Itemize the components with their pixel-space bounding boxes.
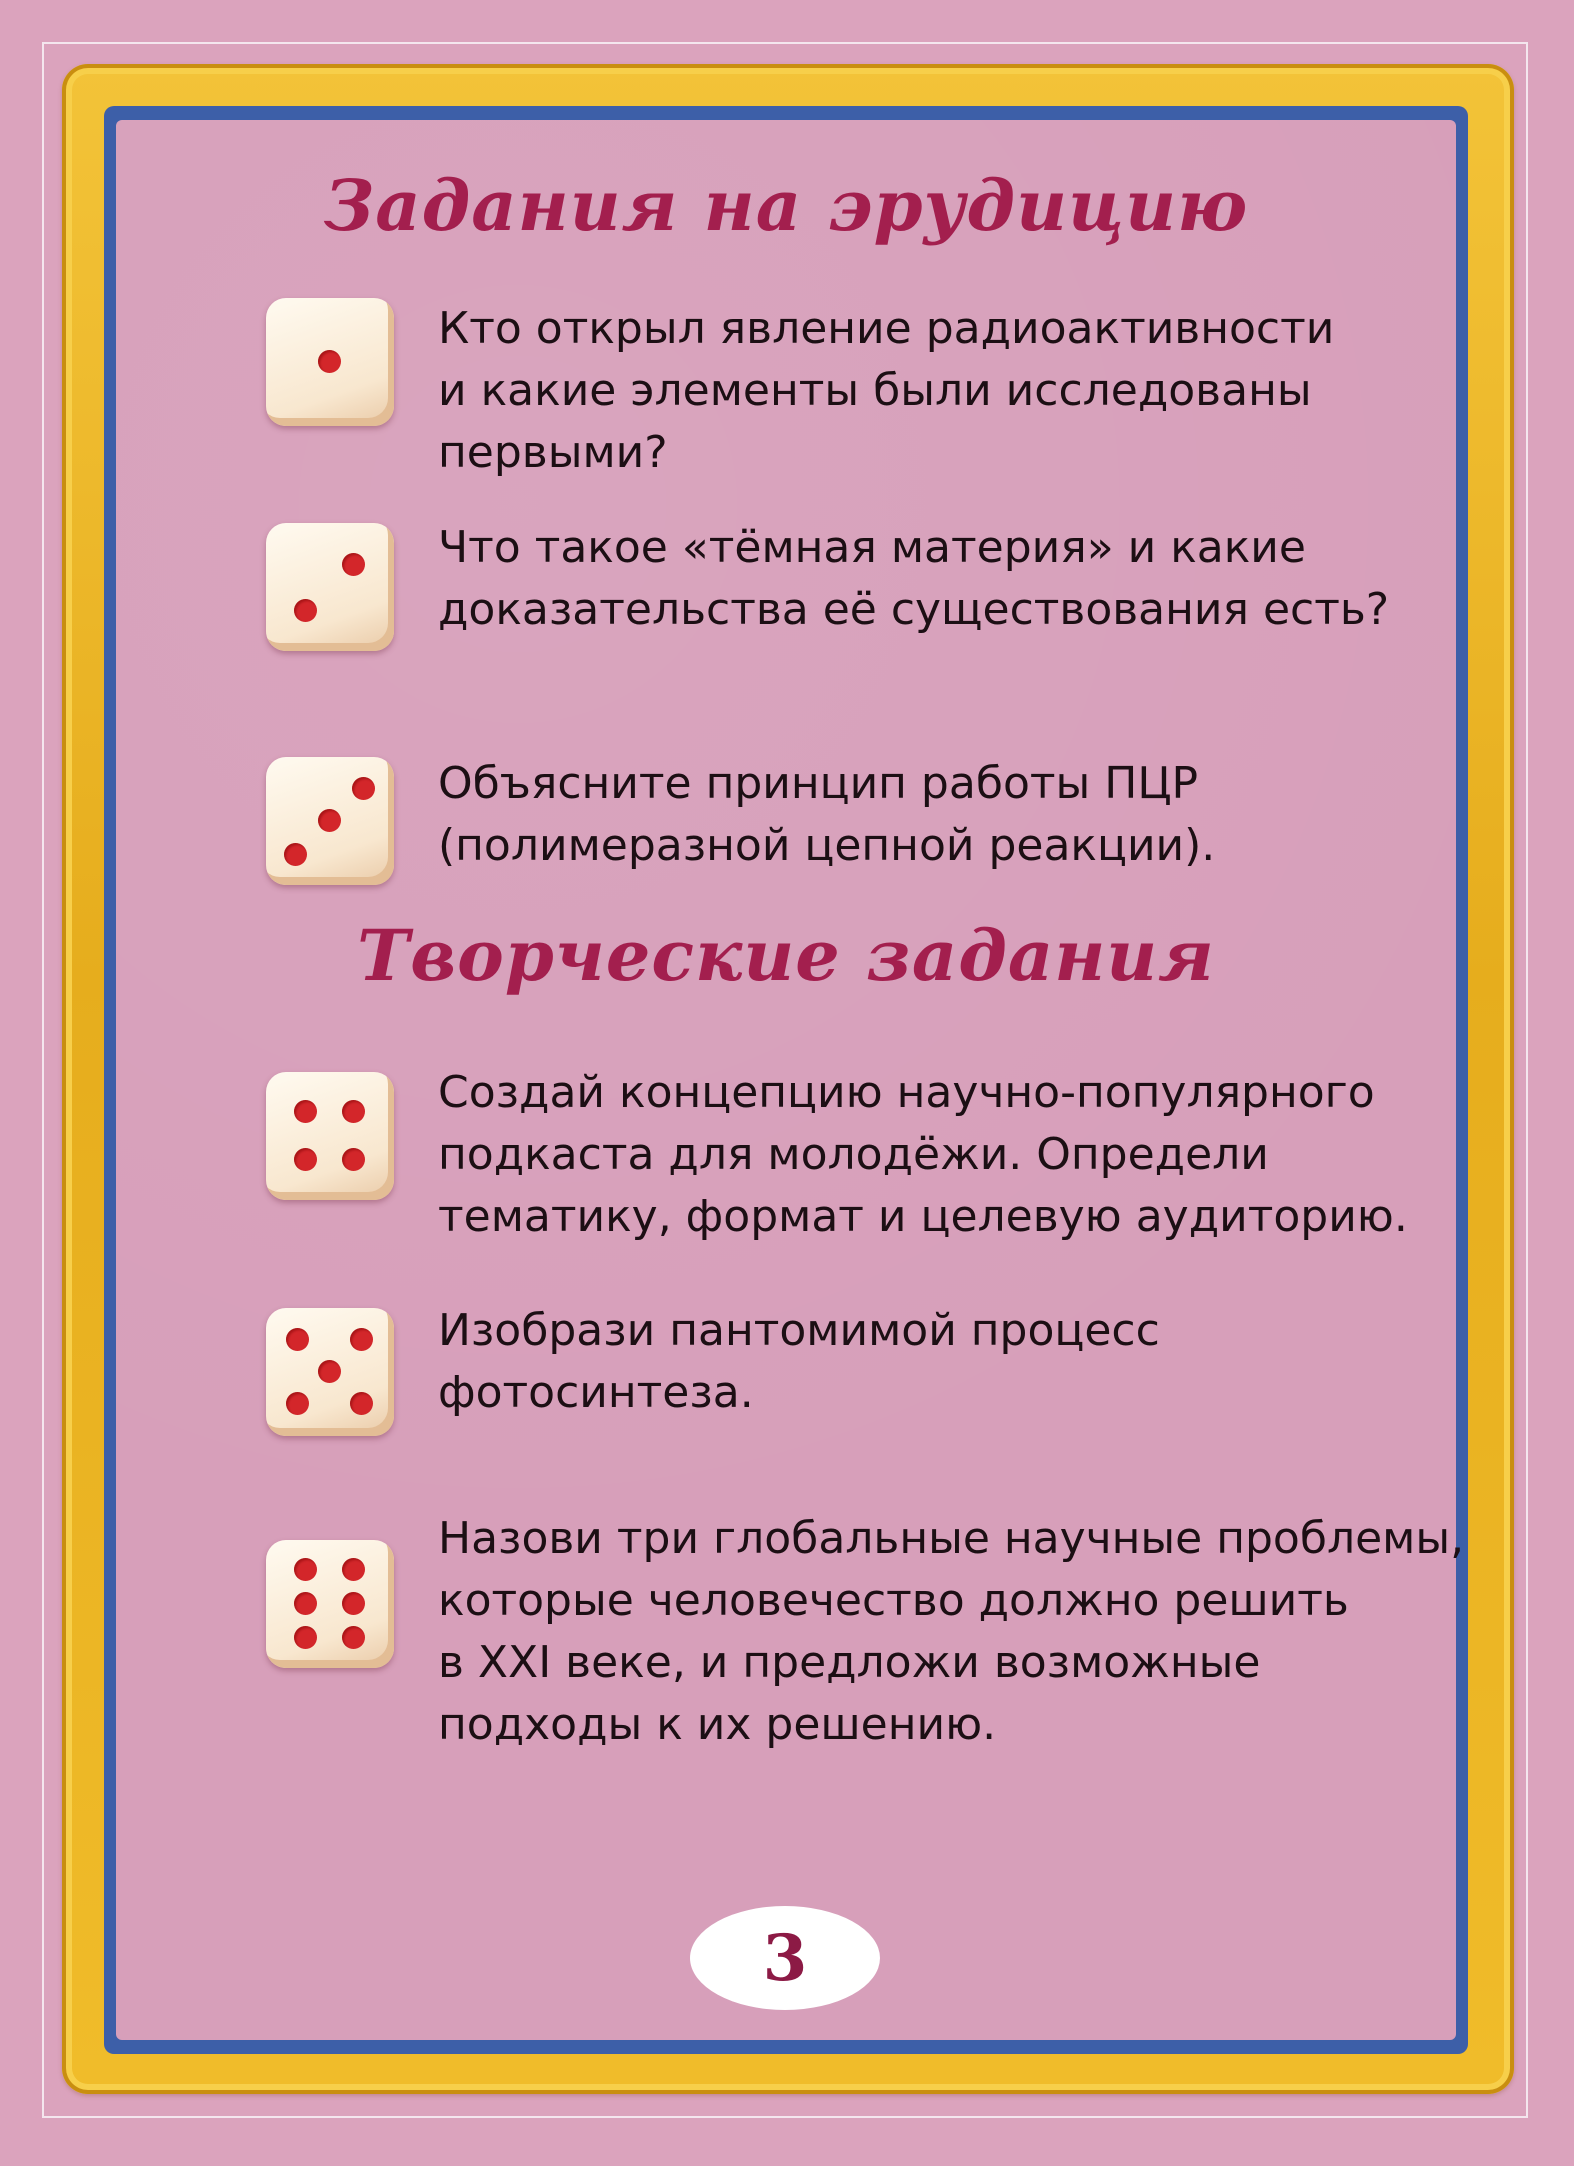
die-pip <box>350 1328 373 1351</box>
section-title-erudition: Задания на эрудицию <box>323 164 1249 247</box>
die-pip <box>342 1100 365 1123</box>
task-text: Назови три глобальные научные проблемы, которые человечество должно решить в XXI веке, и предложи возможные подходы к их решению. <box>438 1513 1465 1750</box>
die-pip <box>294 599 317 622</box>
die-pip <box>294 1148 317 1171</box>
die-pip <box>294 1100 317 1123</box>
die-pip <box>342 1592 365 1615</box>
die-pip <box>318 809 341 832</box>
card-panel <box>116 120 1465 2040</box>
die-pip <box>286 1392 309 1415</box>
die-pip <box>294 1592 317 1615</box>
task-item-3 <box>266 757 1556 885</box>
task-item-1 <box>266 298 1556 484</box>
task-item-5 <box>266 1305 1556 1436</box>
die-pip <box>342 1558 365 1581</box>
die-pip <box>342 553 365 576</box>
page-number-badge: 3 <box>690 1906 880 2010</box>
die-pip <box>318 350 341 373</box>
task-item-6 <box>266 1513 1556 1756</box>
die-two-icon <box>266 523 394 651</box>
die-pip <box>350 1392 373 1415</box>
section-title-creative: Творческие задания <box>357 914 1215 997</box>
task-text: Изобрази пантомимой процесс фотосинтеза. <box>438 1305 1160 1418</box>
die-pip <box>294 1626 317 1649</box>
die-pip <box>318 1360 341 1383</box>
die-four-icon <box>266 1072 394 1200</box>
task-text: Что такое «тёмная материя» и какие доказательства её существования есть? <box>438 522 1390 635</box>
task-text: Создай концепцию научно-популярного подкаста для молодёжи. Определи тематику, формат и целевую аудиторию. <box>438 1067 1408 1242</box>
die-pip <box>286 1328 309 1351</box>
die-three-icon <box>266 757 394 885</box>
die-five-icon <box>266 1308 394 1436</box>
die-pip <box>352 777 375 800</box>
task-text: Кто открыл явление радиоактивности и какие элементы были исследованы первыми? <box>438 303 1335 478</box>
task-item-4 <box>266 1067 1556 1248</box>
die-pip <box>342 1148 365 1171</box>
die-pip <box>284 843 307 866</box>
task-item-2 <box>266 523 1556 651</box>
die-pip <box>294 1558 317 1581</box>
die-one-icon <box>266 298 394 426</box>
task-text: Объясните принцип работы ПЦР (полимеразной цепной реакции). <box>438 758 1216 871</box>
die-six-icon <box>266 1540 394 1668</box>
die-pip <box>342 1626 365 1649</box>
